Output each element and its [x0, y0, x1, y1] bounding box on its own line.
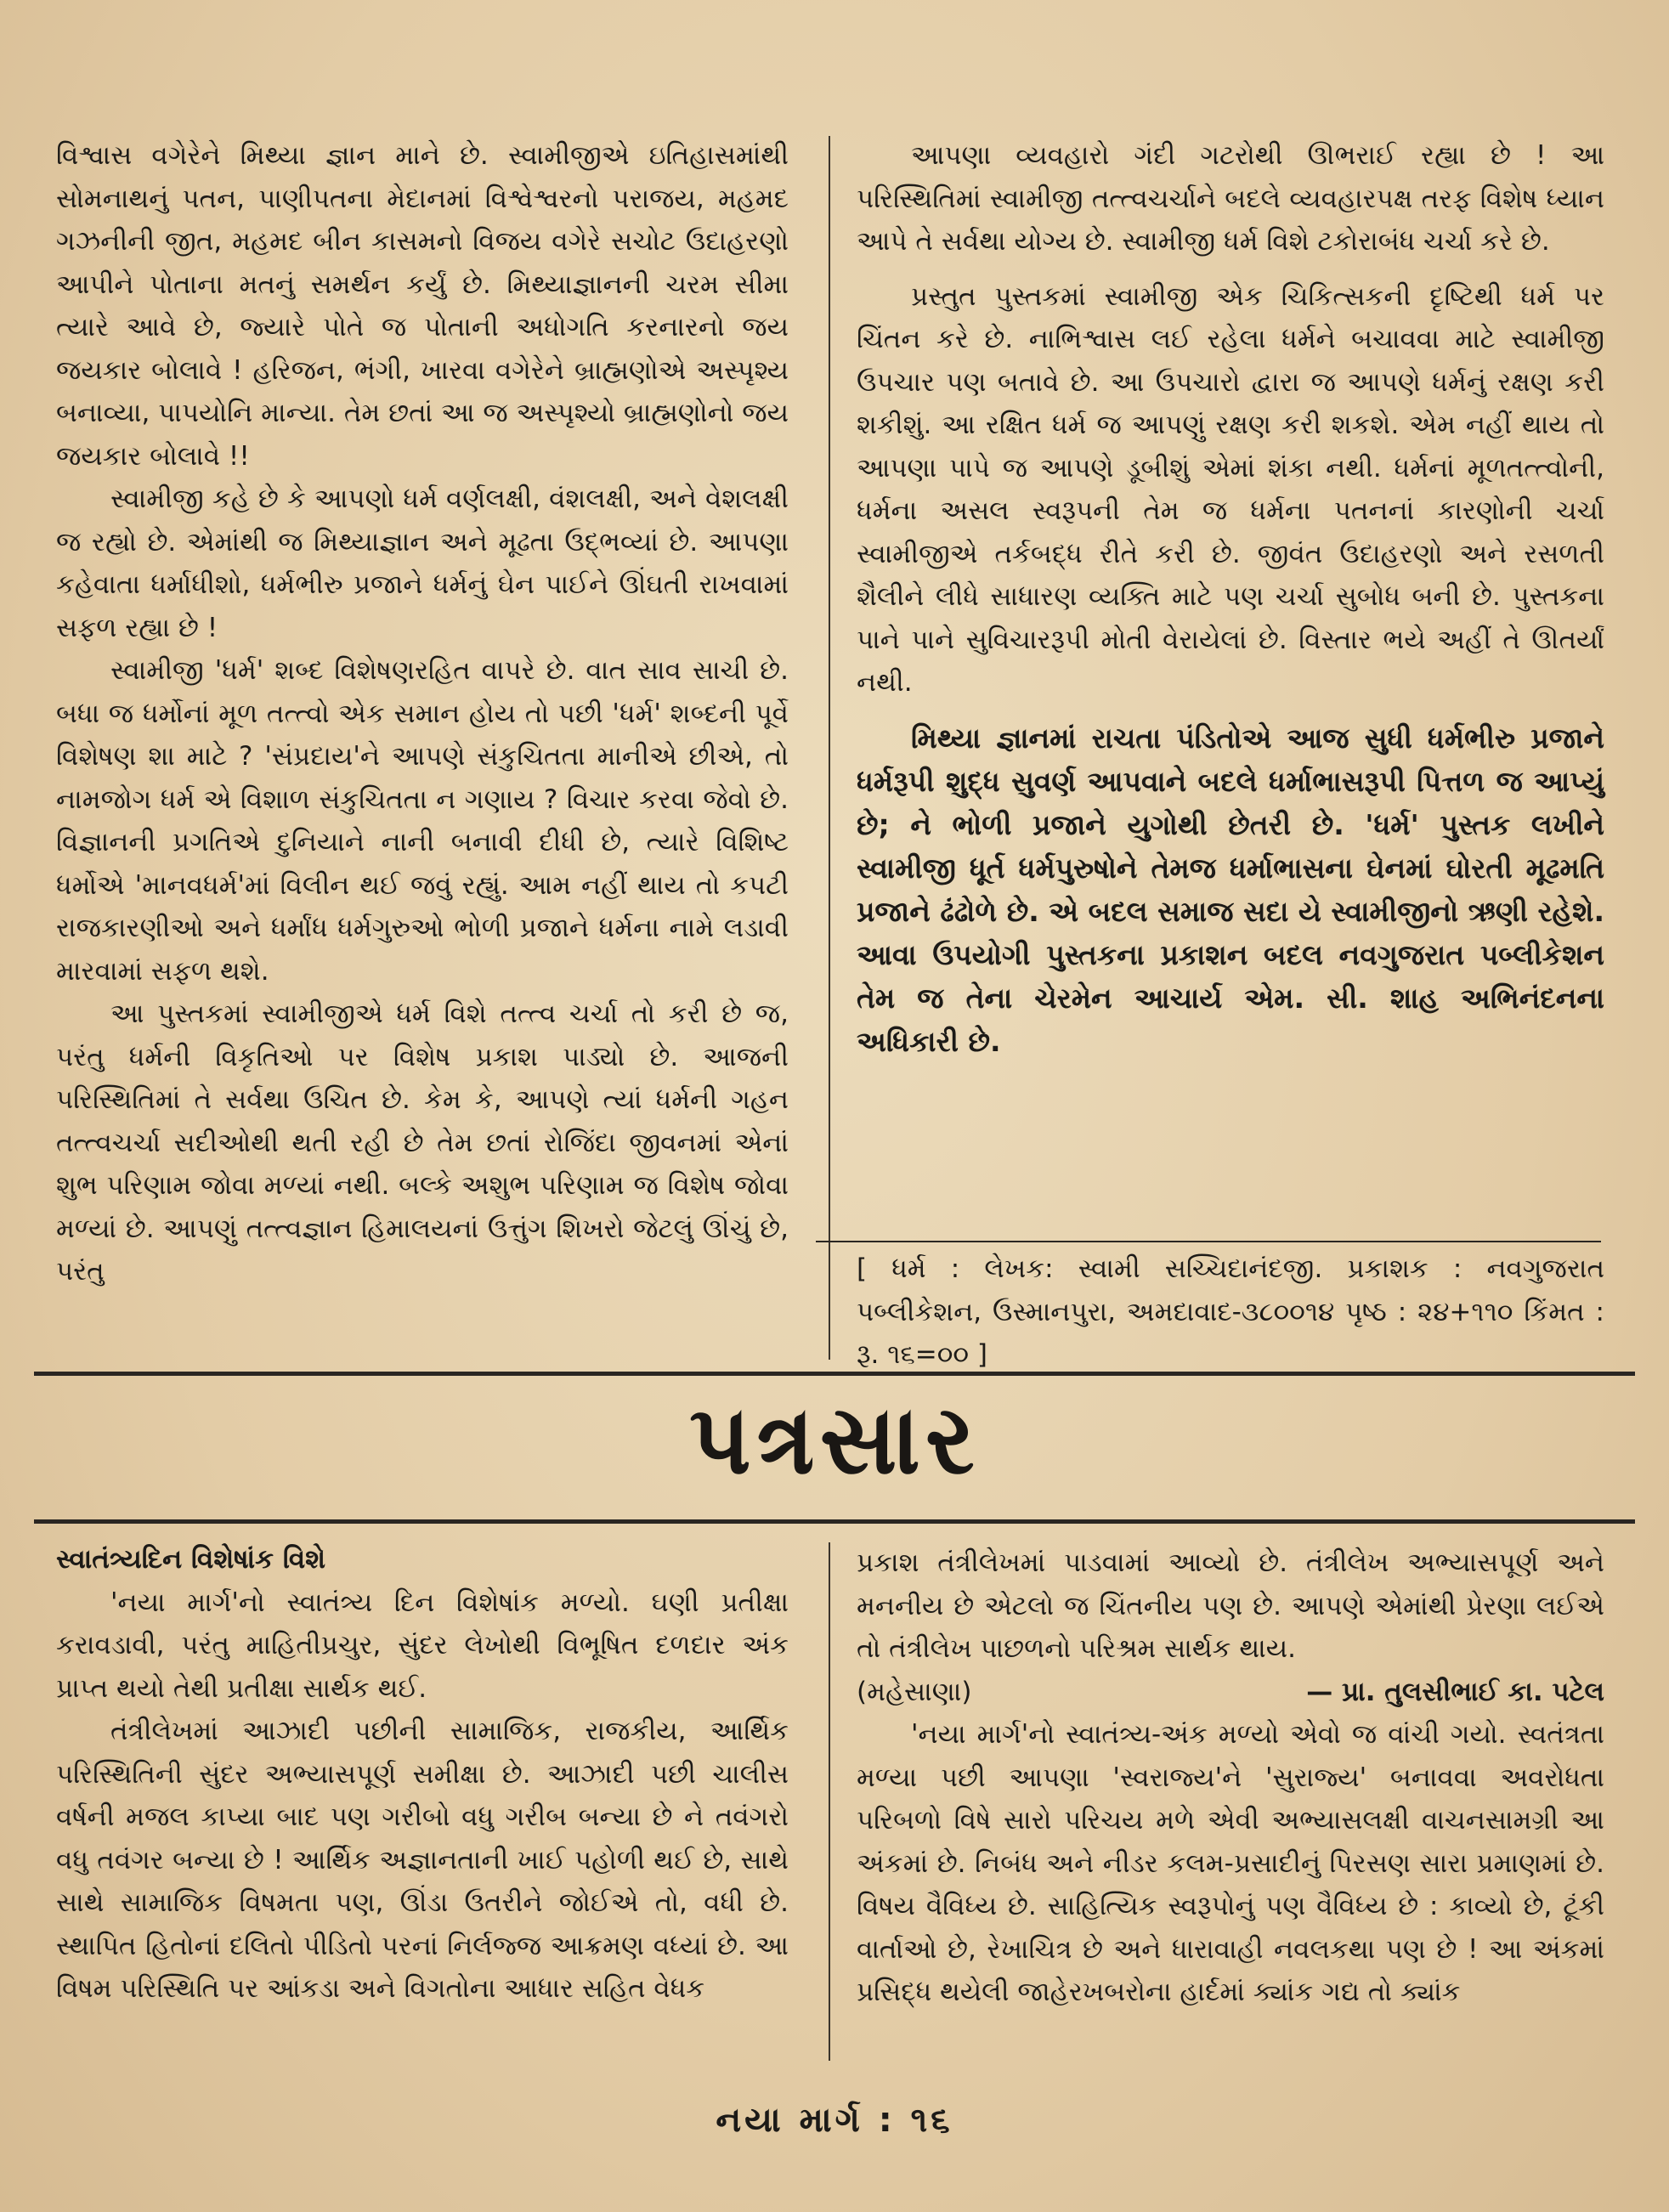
citation-text: [ ધર્મ : લેખક: સ્વામી સચ્ચિદાનંદજી. પ્રકાશક : નવગુજરાત પબ્લીકેશન, ઉસ્માનપુરા, અમદાવાદ-૩૮૦૦૧૪ પૃષ્ઠ : ૨૪+૧૧૦ કિંમત : રૂ. ૧૬=૦૦ ]	[857, 1253, 1604, 1370]
letter-paragraph: પ્રકાશ તંત્રીલેખમાં પાડવામાં આવ્યો છે. તંત્રીલેખ અભ્યાસપૂર્ણ અને મનનીય છે એટલો જ ચિંતનીય પણ છે. આપણે એમાંથી પ્રેરણા લઈએ તો તંત્રીલેખ પાછળનો પરિશ્રમ સાર્થક થાય.	[857, 1547, 1604, 1664]
section-rule-bottom	[34, 1519, 1635, 1524]
letters-right-column	[857, 1542, 1604, 2014]
review-right-column	[857, 134, 1604, 1063]
column-divider	[829, 136, 830, 1360]
page-footer: નયા માર્ગ : ૧૬	[716, 2101, 953, 2140]
letter-heading: સ્વાતંત્ર્યદિન વિશેષાંક વિશે	[56, 1544, 326, 1575]
review-left-column	[56, 134, 789, 1293]
byline-place: (મહેસાણા)	[857, 1676, 972, 1707]
review-paragraph: આપણા વ્યવહારો ગંદી ગટરોથી ઊભરાઈ રહ્યા છે ! આ પરિસ્થિતિમાં સ્વામીજી તત્ત્વચર્ચાને બદલે વ્યવહારપક્ષ તરફ વિશેષ ધ્યાન આપે તે સર્વથા યોગ્ય છે. સ્વામીજી ધર્મ વિશે ટકોરાબંધ ચર્ચા કરે છે.	[857, 140, 1604, 257]
column-divider	[829, 1542, 830, 2061]
section-title: પત્રસાર	[689, 1385, 980, 1496]
letter-byline	[857, 1671, 1604, 1714]
citation-separator	[816, 1241, 1601, 1242]
review-paragraph: વિશ્વાસ વગેરેને મિથ્યા જ્ઞાન માને છે. સ્વામીજીએ ઇતિહાસમાંથી સોમનાથનું પતન, પાણીપતના મેદાનમાં વિશ્વેશ્વરનો પરાજય, મહમદ ગઝનીની જીત, મહમદ બીન કાસમનો વિજય વગેરે સચોટ ઉદાહરણો આપીને પોતાના મતનું સમર્થન કર્યું છે. મિથ્યાજ્ઞાનની ચરમ સીમા ત્યારે આવે છે, જ્યારે પોતે જ પોતાની અધોગતિ કરનારનો જય જયકાર બોલાવે ! હરિજન, ભંગી, ખારવા વગેરેને બ્રાહ્મણોએ અસ્પૃશ્ય બનાવ્યા, પાપયોનિ માન્યા. તેમ છતાં આ જ અસ્પૃશ્યો બ્રાહ્મણોનો જય જયકાર બોલાવે !!	[56, 140, 789, 472]
review-paragraph: પ્રસ્તુત પુસ્તકમાં સ્વામીજી એક ચિકિત્સકની દૃષ્ટિથી ધર્મ પર ચિંતન કરે છે. નાભિશ્વાસ લઈ રહેલા ધર્મને બચાવવા માટે સ્વામીજી ઉપચાર પણ બતાવે છે. આ ઉપચારો દ્વારા જ આપણે ધર્મનું રક્ષણ કરી શકીશું. આ રક્ષિત ધર્મ જ આપણું રક્ષણ કરી શકશે. એમ નહીં થાય તો આપણા પાપે જ આપણે ડૂબીશું એમાં શંકા નથી. ધર્મનાં મૂળતત્ત્વોની, ધર્મના અસલ સ્વરૂપની તેમ જ ધર્મના પતનનાં કારણોની ચર્ચા સ્વામીજીએ તર્કબદ્ધ રીતે કરી છે. જીવંત ઉદાહરણો અને રસળતી શૈલીને લીધે સાધારણ વ્યક્તિ માટે પણ ચર્ચા સુબોધ બની છે. પુસ્તકના પાને પાને સુવિચારરૂપી મોતી વેરાયેલાં છે. વિસ્તાર ભયે અહીં તે ઊતર્યાં નથી.	[857, 280, 1604, 698]
review-paragraph: સ્વામીજી કહે છે કે આપણો ધર્મ વર્ણલક્ષી, વંશલક્ષી, અને વેશલક્ષી જ રહ્યો છે. એમાંથી જ મિથ્યાજ્ઞાન અને મૂઢતા ઉદ્ભવ્યાં છે. આપણા કહેવાતા ધર્માધીશો, ધર્મભીરુ પ્રજાને ધર્મનું ઘેન પાઈને ઊંઘતી રાખવામાં સફળ રહ્યા છે !	[56, 484, 789, 643]
review-paragraph: સ્વામીજી 'ધર્મ' શબ્દ વિશેષણરહિત વાપરે છે. વાત સાવ સાચી છે. બધા જ ધર્મોનાં મૂળ તત્ત્વો એક સમાન હોય તો પછી 'ધર્મ' શબ્દની પૂર્વે વિશેષણ શા માટે ? 'સંપ્રદાય'ને આપણે સંકુચિતતા માનીએ છીએ, તો નામજોગ ધર્મ એ વિશાળ સંકુચિતતા ન ગણાય ? વિચાર કરવા જેવો છે. વિજ્ઞાનની પ્રગતિએ દુનિયાને નાની બનાવી દીધી છે, ત્યારે વિશિષ્ટ ધર્મોએ 'માનવધર્મ'માં વિલીન થઈ જવું રહ્યું. આમ નહીં થાય તો કપટી રાજકારણીઓ અને ધર્માંધ ધર્મગુરુઓ ભોળી પ્રજાને ધર્મના નામે લડાવી મારવામાં સફળ થશે.	[56, 655, 789, 987]
letter-paragraph: 'નયા માર્ગ'નો સ્વાતંત્ર્ય-અંક મળ્યો એવો જ વાંચી ગયો. સ્વતંત્રતા મળ્યા પછી આપણા 'સ્વરાજ્ય'ને 'સુરાજ્ય' બનાવવા અવરોધતા પરિબળો વિષે સારો પરિચય મળે એવી અભ્યાસલક્ષી વાચનસામગ્રી આ અંકમાં છે. નિબંધ અને નીડર કલમ-પ્રસાદીનું પિરસણ સારા પ્રમાણમાં છે. વિષય વૈવિધ્ય છે. સાહિત્યિક સ્વરૂપોનું પણ વૈવિધ્ય છે : કાવ્યો છે, ટૂંકી વાર્તાઓ છે, રેખાચિત્ર છે અને ધારાવાહી નવલકથા પણ છે ! આ અંકમાં પ્રસિદ્ધ થયેલી જાહેરખબરોના હાર્દમાં ક્યાંક ગદ્ય તો ક્યાંક	[857, 1719, 1604, 2007]
review-conclusion: મિથ્યા જ્ઞાનમાં રાચતા પંડિતોએ આજ સુધી ધર્મભીરુ પ્રજાને ધર્મરૂપી શુદ્ધ સુવર્ણ આપવાને બદલે ધર્માભાસરૂપી પિત્તળ જ આપ્યું છે; ને ભોળી પ્રજાને યુગોથી છેતરી છે. 'ધર્મ' પુસ્તક લખીને સ્વામીજી ધૂર્ત ધર્મપુરુષોને તેમજ ધર્માભાસના ઘેનમાં ઘોરતી મૂઢમતિ પ્રજાને ઢંઢોળે છે. એ બદલ સમાજ સદા યે સ્વામીજીનો ઋણી રહેશે. આવા ઉપયોગી પુસ્તકના પ્રકાશન બદલ નવગુજરાત પબ્લીકેશન તેમ જ તેના ચેરમેન આચાર્ય એમ. સી. શાહ અભિનંદનના અધિકારી છે.	[857, 721, 1604, 1058]
byline-name: — પ્રા. તુલસીભાઈ કા. પટેલ	[1306, 1676, 1604, 1707]
review-paragraph: આ પુસ્તકમાં સ્વામીજીએ ધર્મ વિશે તત્ત્વ ચર્ચા તો કરી છે જ, પરંતુ ધર્મની વિકૃતિઓ પર વિશેષ પ્રકાશ પાડ્યો છે. આજની પરિસ્થિતિમાં તે સર્વથા ઉચિત છે. કેમ કે, આપણે ત્યાં ધર્મની ગહન તત્ત્વચર્ચા સદીઓથી થતી રહી છે તેમ છતાં રોજિંદા જીવનમાં એનાં શુભ પરિણામ જોવા મળ્યાં નથી. બલ્કે અશુભ પરિણામ જ વિશેષ જોવા મળ્યાં છે. આપણું તત્ત્વજ્ઞાન હિમાલયનાં ઉત્તુંગ શિખરો જેટલું ઊંચું છે, પરંતુ	[56, 999, 789, 1287]
letter-paragraph: 'નયા માર્ગ'નો સ્વાતંત્ર્ય દિન વિશેષાંક મળ્યો. ઘણી પ્રતીક્ષા કરાવડાવી, પરંતુ માહિતીપ્રચુર, સુંદર લેખોથી વિભૂષિત દળદાર અંક પ્રાપ્ત થયો તેથી પ્રતીક્ષા સાર્થક થઈ.	[56, 1587, 789, 1704]
book-citation	[857, 1247, 1604, 1377]
section-rule-top	[34, 1372, 1635, 1376]
letter-paragraph: તંત્રીલેખમાં આઝાદી પછીની સામાજિક, રાજકીય, આર્થિક પરિસ્થિતિની સુંદર અભ્યાસપૂર્ણ સમીક્ષા છે. આઝાદી પછી ચાલીસ વર્ષની મજલ કાપ્યા બાદ પણ ગરીબો વધુ ગરીબ બન્યા છે ને તવંગરો વધુ તવંગર બન્યા છે ! આર્થિક અજ્ઞાનતાની ખાઈ પહોળી થઈ છે, સાથે સાથે સામાજિક વિષમતા પણ, ઊંડા ઉતરીને જોઈએ તો, વધી છે. સ્થાપિત હિતોનાં દલિતો પીડિતો પરનાં નિર્લજ્જ આક્રમણ વધ્યાં છે. આ વિષમ પરિસ્થિતિ પર આંકડા અને વિગતોના આધાર સહિત વેધક	[56, 1716, 789, 2004]
letters-left-column	[56, 1538, 789, 2011]
